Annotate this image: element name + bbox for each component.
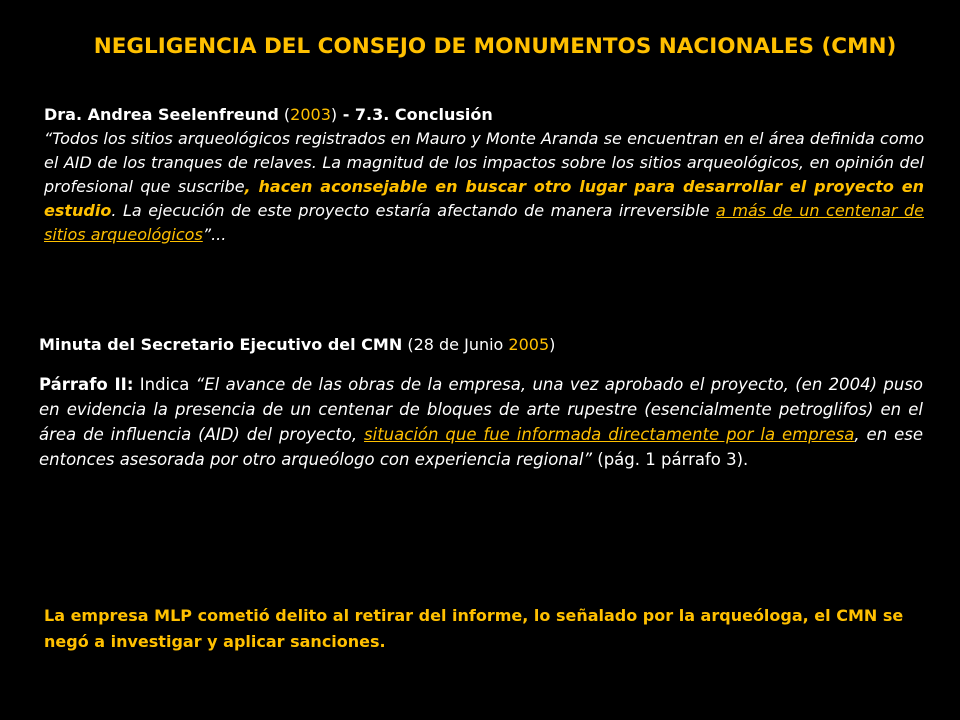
paragraph-label: Párrafo II: (39, 375, 134, 394)
report-year: 2003 (290, 105, 331, 124)
minuta-date-close: ) (549, 335, 556, 354)
paragraph-citation: (pág. 1 párrafo 3). (592, 450, 749, 469)
paragraph-quote-underlined: situación que fue informada directamente por la empresa (364, 425, 855, 444)
quote-comma: , (244, 177, 251, 196)
quote-underlined: a más de un centenar de sitios arqueológicos (44, 201, 924, 244)
paragraph-quote: “El avance de las obras de la empresa, una vez aprobado el proyecto, (en 2004) puso en evidencia la presencia de un centenar de bloques de arte rupestre (esencialmente petroglifos) en el área de influencia (AID) del proyecto, (39, 375, 924, 444)
quote-highlight: hacen aconsejable en buscar otro lugar para desarrollar el proyecto en estudio (44, 177, 925, 220)
section-reference: - 7.3. Conclusión (337, 105, 493, 124)
open-paren: ( (278, 105, 291, 124)
quote-text-continued: . La ejecución de este proyecto estaría afectando de manera irreversible (111, 201, 717, 220)
minuta-section (39, 333, 923, 472)
author-name: Dra. Andrea Seelenfreund (44, 105, 279, 124)
minuta-date-open: (28 de Junio (402, 335, 509, 354)
quote-ending: ”... (202, 225, 227, 244)
minuta-heading (39, 333, 923, 357)
section1-heading (44, 103, 924, 127)
close-paren: ) (330, 105, 338, 124)
conclusion-quote (44, 127, 924, 247)
minuta-year: 2005 (508, 335, 550, 354)
paragraph-intro: Indica (133, 375, 196, 394)
minuta-title: Minuta del Secretario Ejecutivo del CMN (39, 335, 403, 354)
conclusion-statement: La empresa MLP cometió delito al retirar del informe, lo señalado por la arqueóloga, el CMN se negó a investigar y aplicar sanciones. (44, 606, 904, 651)
quote-text: “Todos los sitios arqueológicos registrados en Mauro y Monte Aranda se encuentran en el área definida como el AID de los tranques de relaves. La magnitud de los impactos sobre los sitios arqueológicos, en opinión del profesional que suscribe (44, 129, 924, 196)
paragraph-ii (39, 372, 923, 472)
seelenfreund-section (44, 103, 924, 247)
paragraph-quote-continued: , en ese entonces asesorada por otro arqueólogo con experiencia regional” (39, 425, 923, 469)
slide-title: NEGLIGENCIA DEL CONSEJO DE MONUMENTOS NACIONALES (CMN) (93, 34, 897, 59)
